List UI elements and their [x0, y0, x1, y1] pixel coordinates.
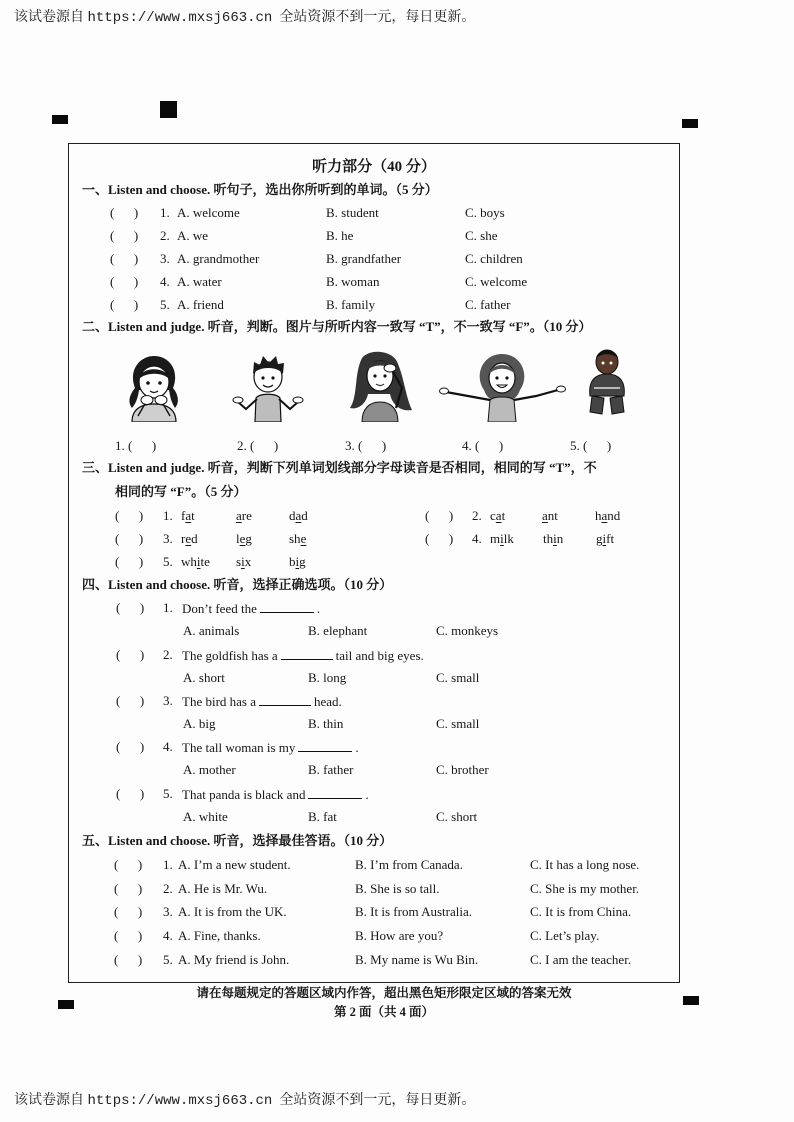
question-stem	[182, 647, 424, 664]
question-number: 3.	[163, 531, 173, 546]
answer-bracket[interactable]: ( )	[116, 739, 145, 754]
banner-url[interactable]: https://www.mxsj663.cn	[87, 10, 273, 26]
word-suffix: d	[301, 508, 308, 523]
answer-area-instruction: 请在每题规定的答题区域内作答，超出黑色矩形限定区域的答案无效	[196, 986, 572, 1000]
option-b: B. fat	[308, 809, 337, 824]
option-b: B. elephant	[308, 623, 368, 638]
option-c: C. It is from China.	[530, 904, 632, 919]
word-leg	[236, 531, 252, 547]
fill-in-blank[interactable]	[281, 647, 333, 660]
registration-mark	[682, 119, 698, 128]
word-suffix: te	[200, 554, 210, 569]
answer-bracket[interactable]: ( )	[114, 952, 143, 967]
banner-note: 全站资源不到一元，每日更新。	[279, 10, 476, 25]
stem-text: .	[355, 740, 359, 755]
underlined-letter: e	[185, 531, 192, 546]
question-stem	[182, 693, 342, 710]
word-cat	[490, 508, 505, 524]
option-a: A. big	[183, 716, 216, 731]
question-number: 3.	[163, 693, 173, 708]
word-prefix: l	[236, 531, 240, 546]
word-prefix: m	[490, 531, 501, 546]
option-a: A. mother	[183, 762, 236, 777]
option-a: A. It is from the UK.	[178, 904, 287, 919]
picture-4	[438, 350, 568, 422]
option-b: B. I’m from Canada.	[355, 857, 463, 872]
option-b: B. woman	[326, 274, 380, 289]
word-prefix: s	[236, 554, 242, 569]
word-prefix: g	[596, 531, 603, 546]
word-suffix: x	[244, 554, 252, 569]
option-c: C. short	[436, 809, 478, 824]
option-c: C. boys	[465, 205, 505, 220]
fill-in-blank[interactable]	[298, 739, 352, 752]
option-b: B. How are you?	[355, 928, 444, 943]
question-number: 1.	[163, 600, 173, 615]
option-b: B. It is from Australia.	[355, 904, 472, 919]
word-prefix: b	[289, 554, 296, 569]
word-prefix: sh	[289, 531, 301, 546]
question-number: 5.	[160, 297, 170, 312]
question-stem	[182, 786, 369, 803]
picture-4-answer[interactable]: 4. ( )	[462, 438, 504, 453]
word-suffix: re	[241, 508, 252, 523]
answer-bracket[interactable]: ( )	[425, 531, 454, 546]
option-b: B. student	[326, 205, 379, 220]
option-a: A. He is Mr. Wu.	[178, 881, 268, 896]
option-a: A. short	[183, 670, 225, 685]
word-gift	[596, 531, 614, 547]
word-prefix: th	[543, 531, 554, 546]
option-c: C. brother	[436, 762, 489, 777]
registration-mark	[52, 115, 68, 124]
word-six	[236, 554, 251, 570]
option-a: A. white	[183, 809, 228, 824]
picture-5-answer[interactable]: 5. ( )	[570, 438, 612, 453]
option-c: C. small	[436, 716, 480, 731]
underlined-letter: a	[185, 508, 192, 523]
underlined-letter: i	[295, 554, 300, 569]
answer-bracket[interactable]: ( )	[115, 531, 144, 546]
word-prefix: c	[490, 508, 496, 523]
word-prefix: h	[595, 508, 602, 523]
word-milk	[490, 531, 514, 547]
answer-bracket[interactable]: ( )	[110, 274, 139, 289]
question-number: 3.	[163, 904, 173, 919]
word-suffix: nt	[547, 508, 558, 523]
question-number: 2.	[163, 647, 173, 662]
answer-bracket[interactable]: ( )	[114, 857, 143, 872]
section3-heading: 三、Listen and judge. 听音，判断下列单词划线部分字母读音是否相同，相同的写 “T”，不	[82, 460, 597, 475]
fill-in-blank[interactable]	[259, 693, 311, 706]
bottom-banner	[14, 1092, 475, 1110]
banner-source-label: 该试卷源自	[14, 10, 84, 25]
option-c: C. father	[465, 297, 511, 312]
question-number: 4.	[163, 928, 173, 943]
underlined-letter: i	[196, 554, 201, 569]
word-suffix: n	[556, 531, 564, 546]
word-suffix: d	[191, 531, 198, 546]
question-number: 4.	[163, 739, 173, 754]
question-number: 2.	[160, 228, 170, 243]
word-suffix: g	[245, 531, 252, 546]
answer-bracket[interactable]: ( )	[116, 600, 145, 615]
section1-heading: 一、Listen and choose. 听句子，选出你所听到的单词。（5 分）	[82, 182, 438, 197]
option-b: B. father	[308, 762, 354, 777]
underlined-letter: e	[239, 531, 246, 546]
option-a: A. Fine, thanks.	[178, 928, 261, 943]
option-a: A. My friend is John.	[178, 952, 290, 967]
top-banner	[14, 9, 475, 27]
answer-bracket[interactable]: ( )	[110, 205, 139, 220]
underlined-letter: a	[601, 508, 608, 523]
underlined-letter: a	[295, 508, 302, 523]
page-number: 第 2 面（共 4 面）	[333, 1005, 434, 1019]
fill-in-blank[interactable]	[308, 786, 362, 799]
stem-text: head.	[314, 694, 342, 709]
word-prefix: wh	[181, 554, 197, 569]
fill-in-blank[interactable]	[260, 600, 314, 613]
answer-bracket[interactable]: ( )	[116, 786, 145, 801]
answer-bracket[interactable]: ( )	[114, 928, 143, 943]
stem-text: Don’t feed the	[182, 601, 257, 616]
option-b: B. family	[326, 297, 376, 312]
option-b: B. long	[308, 670, 347, 685]
option-b: B. grandfather	[326, 251, 402, 266]
word-prefix: f	[181, 508, 186, 523]
word-thin	[543, 531, 563, 547]
picture-1-answer[interactable]: 1. ( )	[115, 438, 157, 453]
word-big	[289, 554, 306, 570]
option-c: C. She is my mother.	[530, 881, 640, 896]
option-a: A. animals	[183, 623, 240, 638]
question-stem	[182, 600, 320, 617]
answer-bracket[interactable]: ( )	[115, 554, 144, 569]
option-b: B. he	[326, 228, 354, 243]
underlined-letter: a	[495, 508, 502, 523]
question-number: 5.	[163, 786, 173, 801]
option-a: A. friend	[177, 297, 224, 312]
word-suffix: t	[191, 508, 195, 523]
section2-heading: 二、Listen and judge. 听音，判断。图片与所听内容一致写 “T”，不一致写 “F”。（10 分）	[82, 319, 592, 334]
word-ant	[542, 508, 558, 524]
underlined-letter: i	[500, 531, 504, 546]
picture-3	[340, 348, 420, 422]
section5-heading: 五、Listen and choose. 听音，选择最佳答语。（10 分）	[82, 833, 393, 848]
underlined-letter: a	[542, 508, 548, 523]
answer-bracket[interactable]: ( )	[110, 297, 139, 312]
question-stem	[182, 739, 359, 756]
question-number: 2.	[472, 508, 482, 523]
word-red	[181, 531, 198, 547]
picture-3-answer[interactable]: 3. ( )	[345, 438, 387, 453]
question-number: 5.	[163, 952, 173, 967]
picture-2	[232, 352, 304, 422]
option-a: A. water	[177, 274, 222, 289]
word-hand	[595, 508, 620, 524]
word-white	[181, 554, 210, 570]
banner-note: 全站资源不到一元，每日更新。	[279, 1093, 476, 1108]
word-suffix: t	[501, 508, 506, 523]
stem-text: That panda is black and	[182, 787, 306, 802]
underlined-letter: e	[300, 531, 307, 546]
picture-1	[120, 352, 188, 422]
word-fat	[181, 508, 195, 524]
stem-text: The tall woman is my	[182, 740, 296, 755]
word-suffix: g	[299, 554, 306, 569]
underlined-letter: i	[602, 531, 607, 546]
answer-bracket[interactable]: ( )	[116, 693, 145, 708]
stem-text: .	[365, 787, 369, 802]
question-number: 5.	[163, 554, 173, 569]
picture-5	[582, 346, 632, 418]
answer-bracket[interactable]: ( )	[116, 647, 145, 662]
answer-bracket[interactable]: ( )	[110, 228, 139, 243]
word-dad	[289, 508, 308, 524]
option-c: C. monkeys	[436, 623, 499, 638]
question-number: 3.	[160, 251, 170, 266]
stem-text: .	[316, 601, 321, 616]
word-suffix: lk	[503, 531, 514, 546]
option-c: C. welcome	[465, 274, 528, 289]
option-c: C. small	[436, 670, 480, 685]
word-prefix: r	[181, 531, 186, 546]
stem-text: tail and big eyes.	[335, 648, 424, 663]
underlined-letter: i	[553, 531, 557, 546]
option-c: C. children	[465, 251, 523, 266]
banner-url[interactable]: https://www.mxsj663.cn	[87, 1093, 273, 1109]
option-a: A. we	[177, 228, 209, 243]
question-number: 4.	[160, 274, 170, 289]
banner-source-label: 该试卷源自	[14, 1093, 84, 1108]
underlined-letter: i	[241, 554, 245, 569]
answer-bracket[interactable]: ( )	[114, 881, 143, 896]
page-title: 听力部分（40 分）	[312, 159, 436, 175]
word-she	[289, 531, 306, 547]
option-c: C. I am the teacher.	[530, 952, 632, 967]
option-b: B. My name is Wu Bin.	[355, 952, 479, 967]
answer-bracket[interactable]: ( )	[115, 508, 144, 523]
underlined-letter: a	[236, 508, 242, 523]
option-a: A. welcome	[177, 205, 240, 220]
question-number: 4.	[472, 531, 482, 546]
option-a: A. I’m a new student.	[178, 857, 291, 872]
section3-heading-continued: 相同的写 “F”。（5 分）	[115, 484, 247, 499]
option-a: A. grandmother	[177, 251, 260, 266]
word-prefix: d	[289, 508, 296, 523]
word-suffix: nd	[607, 508, 621, 523]
option-c: C. she	[465, 228, 498, 243]
option-b: B. She is so tall.	[355, 881, 440, 896]
question-number: 1.	[163, 857, 173, 872]
stem-text: The goldfish has a	[182, 648, 278, 663]
option-b: B. thin	[308, 716, 344, 731]
word-suffix: ft	[606, 531, 615, 546]
picture-2-answer[interactable]: 2. ( )	[237, 438, 279, 453]
question-number: 2.	[163, 881, 173, 896]
registration-mark	[160, 101, 177, 118]
answer-bracket[interactable]: ( )	[110, 251, 139, 266]
answer-bracket[interactable]: ( )	[114, 904, 143, 919]
answer-bracket[interactable]: ( )	[425, 508, 454, 523]
option-c: C. Let’s play.	[530, 928, 600, 943]
stem-text: The bird has a	[182, 694, 257, 709]
question-number: 1.	[160, 205, 170, 220]
question-number: 1.	[163, 508, 173, 523]
option-c: C. It has a long nose.	[530, 857, 640, 872]
word-are	[236, 508, 252, 524]
section4-heading: 四、Listen and choose. 听音，选择正确选项。（10 分）	[82, 577, 393, 592]
